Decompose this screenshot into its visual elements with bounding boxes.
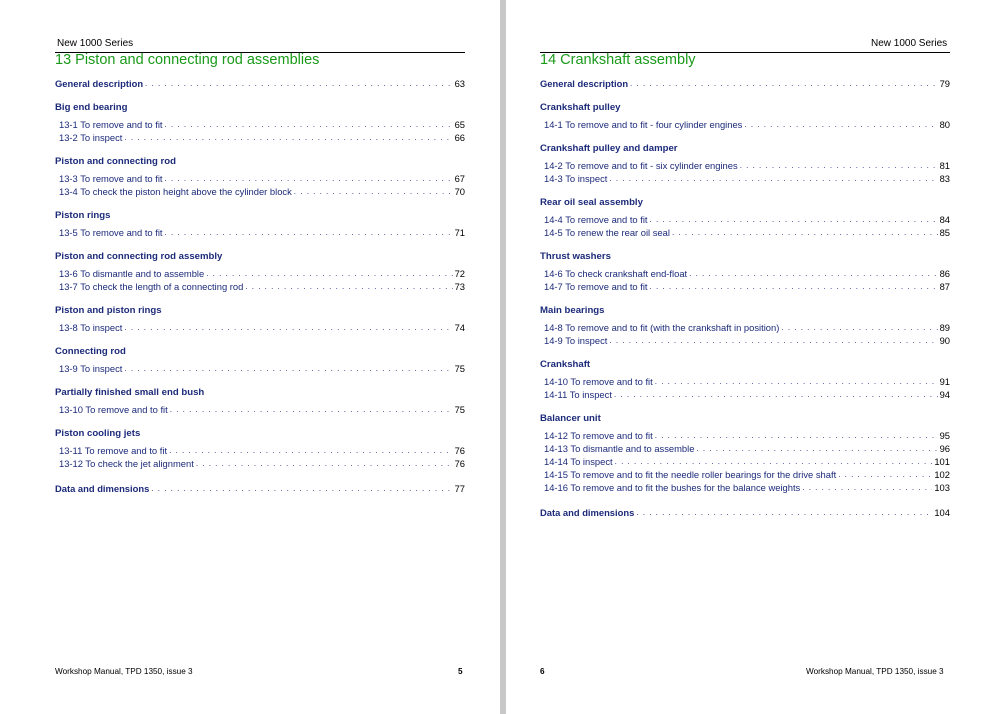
running-head: New 1000 Series	[57, 38, 134, 49]
section-heading: Main bearings	[540, 305, 605, 316]
footer-page-number: 6	[540, 667, 545, 676]
dot-leader	[245, 280, 452, 293]
dot-leader	[672, 226, 938, 239]
toc-entry-page: 83	[939, 173, 950, 184]
toc-entry[interactable]	[540, 442, 950, 455]
toc-entry-text: 14-4 To remove and to fit	[544, 214, 648, 225]
toc-entry[interactable]	[540, 213, 950, 226]
toc-entry-text: 13-4 To check the piston height above the cylinder block	[59, 186, 292, 197]
section-heading: Balancer unit	[540, 413, 601, 424]
toc-section	[55, 156, 465, 198]
section-heading: Big end bearing	[55, 102, 128, 113]
toc-entry-main[interactable]	[55, 77, 465, 90]
toc-entry-page: 84	[939, 214, 950, 225]
table-of-contents	[540, 77, 950, 531]
right-page	[506, 0, 1008, 714]
toc-entry[interactable]	[55, 280, 465, 293]
toc-entry-text: 14-11 To inspect	[544, 389, 612, 400]
toc-entry-page: 66	[454, 132, 465, 143]
table-of-contents	[55, 77, 465, 507]
toc-entry-page: 63	[454, 78, 465, 89]
section-heading: Piston and piston rings	[55, 305, 162, 316]
toc-entry[interactable]	[540, 334, 950, 347]
toc-section	[55, 305, 465, 334]
toc-entry-page: 65	[454, 119, 465, 130]
toc-entry-page: 74	[454, 322, 465, 333]
dot-leader	[169, 444, 453, 457]
toc-section	[55, 428, 465, 470]
toc-entry-text: 13-12 To check the jet alignment	[59, 458, 194, 469]
toc-entry-page: 104	[934, 507, 950, 518]
toc-entry-text: 13-6 To dismantle and to assemble	[59, 268, 205, 279]
toc-entry-text: 14-3 To inspect	[544, 173, 608, 184]
toc-entry-page: 103	[934, 482, 950, 493]
toc-entry-page: 80	[939, 119, 950, 130]
toc-entry-page: 94	[939, 389, 950, 400]
toc-entry[interactable]	[55, 185, 465, 198]
toc-entry-page: 70	[454, 186, 465, 197]
running-head: New 1000 Series	[871, 38, 948, 49]
toc-entry-text: 13-2 To inspect	[59, 132, 123, 143]
toc-entry-page: 95	[939, 430, 950, 441]
toc-entry-text: 13-11 To remove and to fit	[59, 445, 168, 456]
toc-entry[interactable]	[540, 321, 950, 334]
toc-entry[interactable]	[55, 118, 465, 131]
toc-entry[interactable]	[540, 481, 950, 494]
dot-leader	[650, 280, 938, 293]
section-heading: Crankshaft	[540, 359, 591, 370]
toc-section	[55, 251, 465, 293]
toc-entry-page: 79	[939, 78, 950, 89]
toc-entry[interactable]	[540, 468, 950, 481]
dot-leader	[650, 213, 938, 226]
toc-entry-text: 13-3 To remove and to fit	[59, 173, 163, 184]
dot-leader	[696, 442, 937, 455]
toc-entry-page: 77	[454, 483, 465, 494]
toc-section	[540, 305, 950, 347]
section-heading: Piston cooling jets	[55, 428, 141, 439]
toc-entry-text: 14-13 To dismantle and to assemble	[544, 443, 695, 454]
toc-section	[540, 413, 950, 494]
toc-entry-page: 76	[454, 445, 465, 456]
dot-leader	[609, 172, 937, 185]
dot-leader	[165, 226, 453, 239]
toc-entry-text: 14-2 To remove and to fit - six cylinder engines	[544, 160, 738, 171]
toc-entry-text: 14-6 To check crankshaft end-float	[544, 268, 688, 279]
section-heading: Connecting rod	[55, 346, 126, 357]
toc-section	[540, 359, 950, 401]
footer-text: Workshop Manual, TPD 1350, issue 3	[806, 667, 944, 676]
footer-text: Workshop Manual, TPD 1350, issue 3	[55, 667, 193, 676]
toc-entry-text: 14-12 To remove and to fit	[544, 430, 653, 441]
chapter-title: 14 Crankshaft assembly	[540, 52, 696, 68]
dot-leader	[781, 321, 937, 334]
toc-entry[interactable]	[540, 226, 950, 239]
dot-leader	[636, 506, 932, 519]
section-heading: Partially finished small end bush	[55, 387, 205, 398]
toc-entry-page: 75	[454, 404, 465, 415]
toc-section	[55, 346, 465, 375]
dot-leader	[151, 482, 452, 495]
toc-entry[interactable]	[540, 429, 950, 442]
dot-leader	[196, 457, 453, 470]
toc-entry-page: 67	[454, 173, 465, 184]
dot-leader	[124, 131, 452, 144]
toc-entry-page: 96	[939, 443, 950, 454]
toc-entry-text: 13-5 To remove and to fit	[59, 227, 163, 238]
dot-leader	[630, 77, 938, 90]
dot-leader	[614, 388, 938, 401]
toc-entry[interactable]	[540, 118, 950, 131]
chapter-title: 13 Piston and connecting rod assemblies	[55, 52, 320, 68]
toc-entry-page: 71	[454, 227, 465, 238]
toc-entry-text: 14-16 To remove and to fit the bushes for the balance weights	[544, 482, 801, 493]
section-heading: Piston and connecting rod	[55, 156, 176, 167]
toc-entry-page: 75	[454, 363, 465, 374]
toc-entry-page: 73	[454, 281, 465, 292]
dot-leader	[689, 267, 937, 280]
toc-section	[540, 251, 950, 293]
dot-leader	[165, 172, 453, 185]
toc-entry-page: 101	[934, 456, 950, 467]
footer-page-number: 5	[458, 667, 463, 676]
toc-entry[interactable]	[540, 267, 950, 280]
toc-entry-text: 13-10 To remove and to fit	[59, 404, 168, 415]
left-page	[0, 0, 500, 714]
section-heading: Piston rings	[55, 210, 111, 221]
toc-entry-text: 14-9 To inspect	[544, 335, 608, 346]
section-heading: Thrust washers	[540, 251, 611, 262]
dot-leader	[165, 118, 453, 131]
toc-entry-text: Data and dimensions	[55, 483, 150, 494]
section-heading: Crankshaft pulley and damper	[540, 143, 678, 154]
toc-entry-text: General description	[55, 78, 144, 89]
dot-leader	[838, 468, 932, 481]
toc-section	[55, 210, 465, 239]
toc-entry-page: 72	[454, 268, 465, 279]
toc-entry-page: 89	[939, 322, 950, 333]
toc-entry[interactable]	[55, 444, 465, 457]
toc-entry[interactable]	[540, 388, 950, 401]
dot-leader	[655, 429, 938, 442]
toc-entry-page: 81	[939, 160, 950, 171]
toc-entry-text: 13-8 To inspect	[59, 322, 123, 333]
toc-entry[interactable]	[540, 455, 950, 468]
toc-entry-page: 85	[939, 227, 950, 238]
dot-leader	[655, 375, 938, 388]
toc-entry-page: 87	[939, 281, 950, 292]
toc-section	[55, 387, 465, 416]
toc-entry-main[interactable]	[55, 482, 465, 495]
toc-entry[interactable]	[540, 280, 950, 293]
toc-section	[540, 102, 950, 131]
toc-entry[interactable]	[540, 159, 950, 172]
toc-entry-text: 13-1 To remove and to fit	[59, 119, 163, 130]
toc-entry-text: Data and dimensions	[540, 507, 635, 518]
dot-leader	[124, 321, 452, 334]
dot-leader	[170, 403, 453, 416]
toc-entry[interactable]	[55, 362, 465, 375]
dot-leader	[609, 334, 937, 347]
toc-entry[interactable]	[55, 226, 465, 239]
toc-entry-text: 13-7 To check the length of a connecting rod	[59, 281, 244, 292]
toc-entry-page: 76	[454, 458, 465, 469]
toc-entry-text: 14-15 To remove and to fit the needle roller bearings for the drive shaft	[544, 469, 837, 480]
toc-section	[55, 102, 465, 144]
toc-entry-page: 102	[934, 469, 950, 480]
toc-entry-text: General description	[540, 78, 629, 89]
toc-entry[interactable]	[55, 457, 465, 470]
toc-section	[540, 197, 950, 239]
toc-entry-text: 14-14 To inspect	[544, 456, 613, 467]
toc-entry[interactable]	[540, 375, 950, 388]
toc-section	[540, 143, 950, 185]
toc-entry-text: 14-1 To remove and to fit - four cylinder engines	[544, 119, 743, 130]
dot-leader	[124, 362, 452, 375]
toc-entry-text: 13-9 To inspect	[59, 363, 123, 374]
toc-entry[interactable]	[540, 172, 950, 185]
dot-leader	[802, 481, 932, 494]
dot-leader	[744, 118, 937, 131]
dot-leader	[294, 185, 453, 198]
dot-leader	[206, 267, 452, 280]
toc-entry-main[interactable]	[540, 77, 950, 90]
section-heading: Rear oil seal assembly	[540, 197, 643, 208]
toc-entry-page: 90	[939, 335, 950, 346]
toc-entry-main[interactable]	[540, 506, 950, 519]
toc-entry-text: 14-5 To renew the rear oil seal	[544, 227, 670, 238]
section-heading: Crankshaft pulley	[540, 102, 621, 113]
toc-entry-page: 91	[939, 376, 950, 387]
toc-entry[interactable]	[55, 131, 465, 144]
toc-entry-page: 86	[939, 268, 950, 279]
dot-leader	[145, 77, 453, 90]
toc-entry-text: 14-10 To remove and to fit	[544, 376, 653, 387]
toc-entry-text: 14-8 To remove and to fit (with the crankshaft in position)	[544, 322, 780, 333]
toc-entry[interactable]	[55, 321, 465, 334]
section-heading: Piston and connecting rod assembly	[55, 251, 223, 262]
toc-entry-text: 14-7 To remove and to fit	[544, 281, 648, 292]
toc-entry[interactable]	[55, 172, 465, 185]
dot-leader	[615, 455, 933, 468]
toc-entry[interactable]	[55, 267, 465, 280]
dot-leader	[740, 159, 938, 172]
toc-entry[interactable]	[55, 403, 465, 416]
